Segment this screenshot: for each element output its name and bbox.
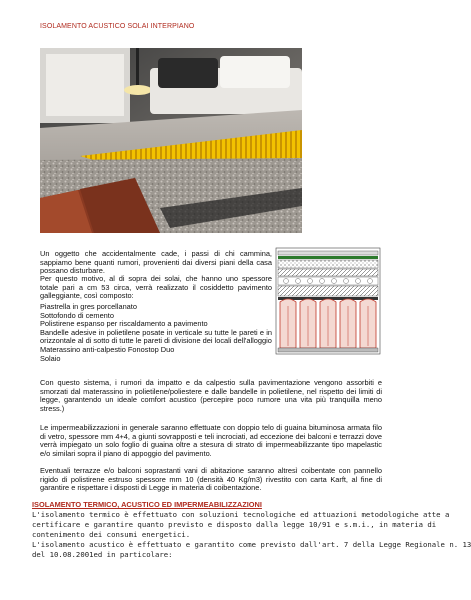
- waterproofing-paragraph-1: Le impermeabilizzazioni in generale saranno effettuate con doppio telo di guaina bituminosa armata filo di vetro, spessore mm 4+4, a giunti sovrapposti e teli incrociati, ad eccezione dei balconi e terrazzi dove verrà impiegato un solo foglio di guaina oltre a stesura di strato di impermeabilizzante tipo mapelastic e/o similari sopra il piano di appoggio del pavimento.: [40, 423, 382, 458]
- layer-item: Solaio: [40, 353, 61, 363]
- layers-list: [40, 303, 272, 363]
- floor-construction-photo: [40, 48, 302, 233]
- system-paragraph: Con questo sistema, i rumori da impatto e da calpestio sulla pavimentazione vengono assorbiti e smorzati dal materassino in polietilene/poliestere e dalle bandelle in polietilene, nel rispetto dei limiti di legge, garantendo un ideale comfort acustico (percepire poco rumore una vita più tranquilla meno stress.): [40, 378, 382, 413]
- section-line: contenimento dei consumi energetici.: [32, 530, 191, 539]
- page-title: ISOLAMENTO ACUSTICO SOLAI INTERPIANO: [40, 23, 195, 30]
- waterproofing-paragraph-2: Eventuali terrazze e/o balconi soprastanti vani di abitazione saranno altresì coibentate con pannello rigido di polistirene estruso spessore mm 10 (densità 40 Kg/m3) rivestito con carta Karft, al fine di garantire e rispettare i disposti di Legge in materia di coibentazione.: [40, 466, 382, 493]
- layer-item: Sottofondo di cemento: [40, 310, 114, 320]
- section-line: del 10.08.2001ed in particolare:: [32, 550, 173, 559]
- floor-section-drawing: [276, 248, 380, 354]
- intro-paragraph-2: Per questo motivo, al di sopra dei solai, che hanno uno spessore totale pari a cm 53 circa, verrà realizzato il cosiddetto pavimento galleggiante, così composto:: [40, 274, 272, 301]
- section-heading: ISOLAMENTO TERMICO, ACUSTICO ED IMPERMEABILIZZAZIONI: [32, 500, 262, 509]
- section-line: L'isolamento termico è effettuato con soluzioni tecnologiche ed attuazioni metodologiche atte a: [32, 510, 450, 519]
- section-line: certificare e garantire quanto previsto e disposto dalla legge 10/91 e s.m.i., in materia di: [32, 520, 437, 529]
- layer-item: Materassino anti-calpestio Fonostop Duo: [40, 344, 175, 354]
- layer-item: Bandelle adesive in polietilene posate in verticale su tutte le pareti e in orizzontale al di sotto di tutte le pareti di divisione dei locali dell'alloggio: [40, 327, 272, 346]
- layer-item: Piastrella in gres porcellanato: [40, 302, 137, 311]
- intro-paragraph-1: Un oggetto che accidentalmente cade, i passi di chi cammina, sappiamo bene quanti rumori, provenienti dai diversi piani della casa possano disturbare.: [40, 249, 272, 276]
- layer-item: Polistirene espanso per riscaldamento a pavimento: [40, 319, 208, 329]
- section-line: L'isolamento acustico è effettuato e garantito come previsto dall'art. 7 della Legge Regionale n. 13: [32, 540, 471, 549]
